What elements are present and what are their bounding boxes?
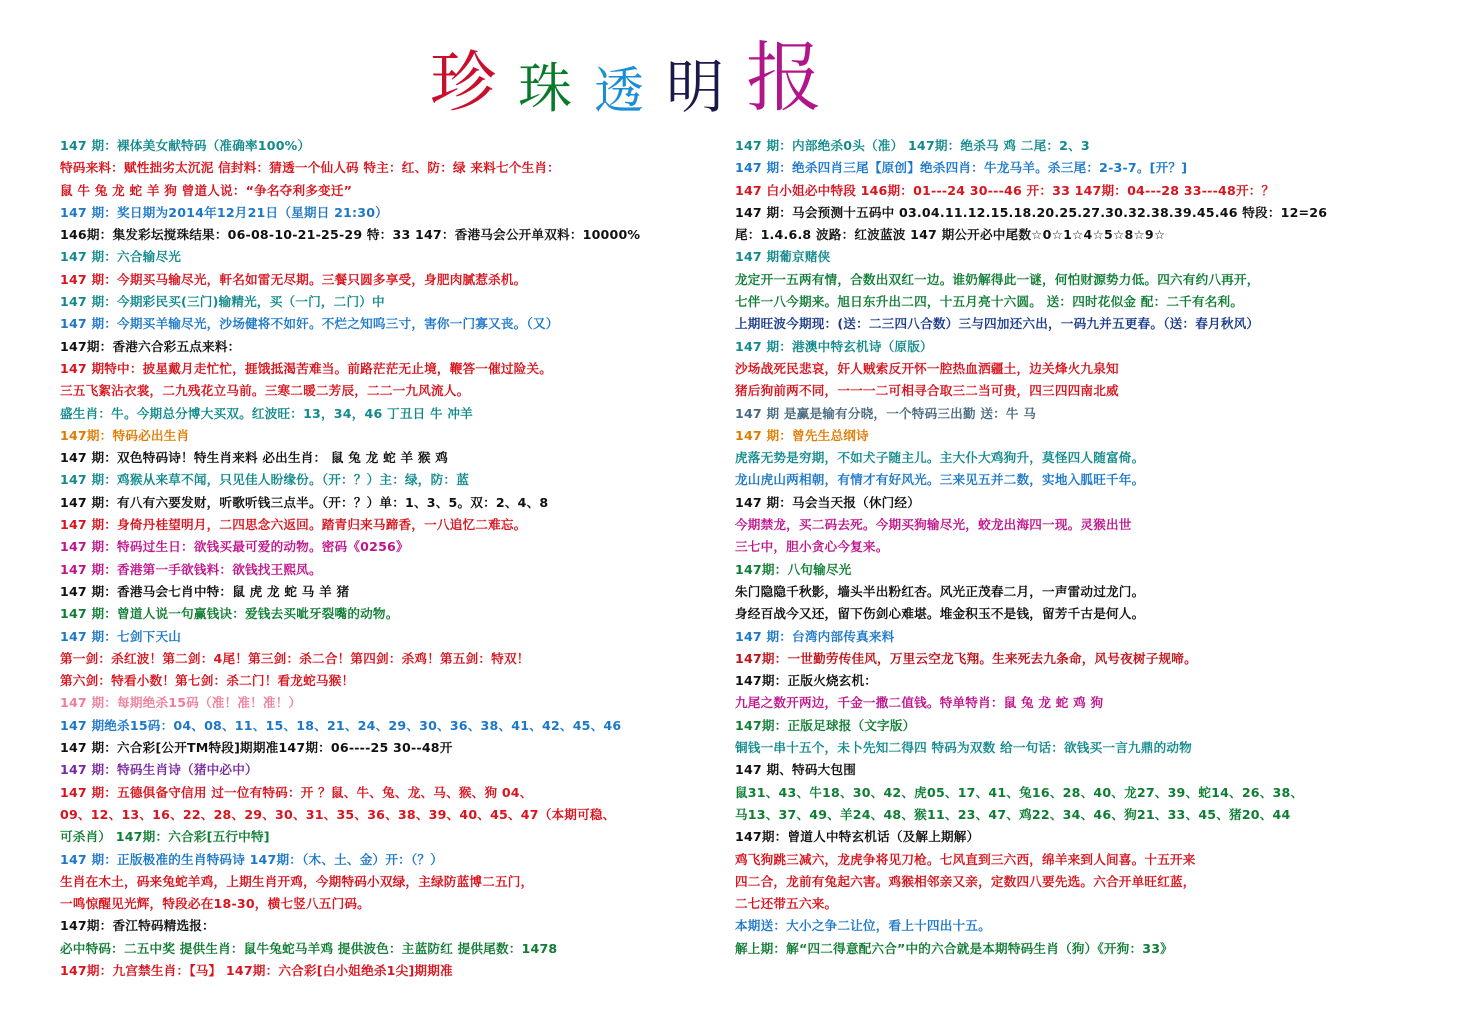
right-text-line: 147 期：曾先生总纲诗 [735,427,869,443]
left-text-line: 第六剑：特看小数！第七剑：杀二门！看龙蛇马猴！ [60,673,355,689]
left-text-line: 147 期：鸡猴从来草不闻，只见佳人盼缘份。（开：？）主：绿，防：蓝 [60,472,469,488]
title-char: 明 [666,53,725,121]
right-text-line: 身经百战今又还，留下伤剑心难堪。堆金积玉不是钱，留芳千古是何人。 [735,606,1145,622]
left-text-line: 147 期：六合彩[公开TM特段]期期准147期：06----25 30--48开 [60,740,453,756]
left-text-line: 147 期：特码过生日：欲钱买最可爱的动物。密码《0256》 [60,539,409,555]
right-text-line: 尾：1.4.6.8 波路：红波蓝波 147 期公开必中尾数☆0☆1☆4☆5☆8☆9☆ [735,227,1166,243]
right-text-line: 沙场战死民悲哀，奸人贼索反开怀一腔热血洒疆土，边关烽火九泉知 [735,360,1119,376]
left-text-line: 生肖在木土，码来兔蛇羊鸡，上期生肖开鸡，今期特码小双绿，主绿防蓝博二五门， [60,873,534,889]
title-char: 珍 [430,44,496,121]
right-text-line: 147 期、特码大包围 [735,762,857,778]
right-text-line: 今期禁龙，买二码去死。今期买狗输尽光，蛟龙出海四一现。灵猴出世 [735,517,1132,533]
right-text-line: 上期旺波今期现：(送：二三四八合数）三与四加还六出，一码九并五更春。（送：春月秋风） [735,316,1260,332]
left-text-line: 147期：特码必出生肖 [60,427,190,443]
left-text-line: 147 期：六合输尽光 [60,249,182,265]
right-text-line: 龙定开一五两有情，合数出双红一边。谁奶解得此一谜，何怕财源势力低。四六有约八再开， [735,271,1260,287]
left-text-line: 第一剑：杀红波！第二剑：4尾！第三剑：杀二合！第四剑：杀鸡！第五剑：特双！ [60,650,530,666]
title-char: 珠 [518,57,572,120]
left-text-line: 147 期：身倚丹桂望明月，二四思念六返回。踏青归来马蹄香，一八追忆二难忘。 [60,517,527,533]
right-text-line: 147期：正版足球报（文字版） [735,717,916,733]
right-text-line: 本期送：大小之争二让位，看上十四出十五。 [735,918,991,934]
right-text-line: 147 期：绝杀四肖三尾【原创】绝杀四肖：牛龙马羊。杀三尾：2-3-7。[开？] [735,160,1188,176]
left-text-line: 盛生肖：牛。今期总分博大买双。红波旺：13，34，46 丁丑日 牛 冲羊 [60,405,473,421]
right-text-line: 二七还带五六来。 [735,896,838,912]
left-text-line: 147 期：有八有六要发财，听歌听钱三点半。（开：？）单：1、3、5。双：2、4、8 [60,494,549,510]
left-text-line: 147 期：香港第一手欲钱料：欲钱找王熙凤。 [60,561,322,577]
left-text-line: 鼠 牛 兔 龙 蛇 羊 狗 曾道人说：“争名夺利多变迁” [60,182,353,198]
left-text-line: 147 期特中：披星戴月走忙忙，捱饿抵渴苦难当。前路茫茫无止境，鞭答一催过险关。 [60,360,553,376]
left-text-line: 146期：集发彩坛搅珠结果：06-08-10-21-25-29 特：33 147：香港马会公开单双料：10000% [60,227,641,243]
left-text-line: 147 期：裸体美女献特码（准确率100%） [60,138,311,153]
right-text-line: 三七中，胆小贪心今复来。 [735,539,889,555]
right-text-line: 四二合，龙前有兔起六害。鸡猴相邻亲又亲，定数四八要先选。六合开单旺红蓝， [735,873,1196,889]
right-text-line: 龙山虎山两相朝，有情才有好风光。三来见五并二数，实地入胍旺千年。 [735,472,1145,488]
right-text-line: 147 期：内部绝杀0头（准） 147期：绝杀马 鸡 二尾：2、3 [735,138,1090,153]
page-title [430,33,823,122]
right-column [735,135,1435,960]
right-text-line: 猪后狗前两不同，一一一二可相寻合取三二当可贵，四三四四南北威 [735,383,1119,399]
left-text-line: 147 期：奖日期为2014年12月21日（星期日 21:30） [60,204,388,220]
left-column [60,135,725,982]
right-text-line: 朱门隐隐千秋影，墙头半出粉红杏。风光正茂春二月，一声雷动过龙门。 [735,583,1145,599]
right-text-line: 解上期：解“四二得意配六合”中的六合就是本期特码生肖（狗）《开狗：33》 [735,940,1173,956]
title-char: 透 [594,62,644,120]
left-text-line: 一鸣惊醒见光辉，特段必在18-30，横七竖八五门码。 [60,896,370,912]
left-text-line: 147 期：曾道人说一句赢钱诀：爱钱去买呲牙裂嘴的动物。 [60,606,399,622]
left-text-line: 必中特码：二五中奖 提供生肖：鼠牛兔蛇马羊鸡 提供波色：主蓝防红 提供尾数：1478 [60,940,558,956]
right-text-line: 147期：一世勤劳传佳风，万里云空龙飞翔。生来死去九条命，风号夜树子规啼。 [735,650,1197,666]
left-text-line: 147期：香江特码精选报： [60,918,215,934]
left-text-line: 147 期：正版极准的生肖特码诗 147期：（木、土、金）开：（？） [60,851,443,867]
right-text-line: 九尾之数开两边，千金一撒二值钱。特单特肖：鼠 兔 龙 蛇 鸡 狗 [735,695,1104,711]
right-text-line: 鸡飞狗跳三减六，龙虎争将见刀枪。七风直到三六西，绵羊来到人间喜。十五开来 [735,851,1196,867]
left-text-line: 147期：香港六合彩五点来料： [60,338,241,354]
left-text-line: 147 期：香港马会七肖中特：鼠 虎 龙 蛇 马 羊 猪 [60,583,350,599]
right-text-line: 147 期：马会预测十五码中 03.04.11.12.15.18.20.25.27.30.32.38.39.45.46 特段：12=26 [735,204,1328,220]
right-text-line: 147期：曾道人中特玄机话（及解上期解） [735,829,980,845]
left-text-line: 三五飞絮沾衣裳，二九残花立马前。三寒二暖二芳辰，二二一九风流人。 [60,383,470,399]
right-text-line: 147 期：港澳中特玄机诗（原版） [735,338,933,354]
left-text-line: 147 期：今期买羊输尽光，沙场健将不如奸。不烂之知呜三寸，害你一门寡又丧。（又） [60,316,559,332]
right-text-line: 铜钱一串十五个，未卜先知二得四 特码为双数 给一句话：欲钱买一言九鼎的动物 [735,740,1192,756]
right-text-line: 147 期：马会当天报（休门经） [735,494,920,510]
right-text-line: 147 白小姐必中特段 146期：01---24 30---46 开：33 147期：04---28 33---48开：？ [735,182,1275,198]
right-text-line: 鼠31、43、牛18、30、42、虎05、17、41、兔16、28、40、龙27、39、蛇14、26、38、 [735,784,1304,800]
right-text-line: 147期：正版火烧玄机： [735,673,878,689]
right-text-line: 马13、37、49、羊24、48、猴11、23、47、鸡22、34、46、狗21、33、45、猪20、44 [735,806,1291,822]
right-text-line: 147 期：台湾内部传真来料 [735,628,895,644]
left-text-line: 147期：九宫禁生肖：【马】 147期：六合彩[白小姐绝杀1尖]期期准 [60,962,453,978]
title-char: 报 [746,33,823,122]
left-text-line: 147 期：每期绝杀15码（准！准！准！） [60,695,302,711]
right-text-line: 七伴一八今期来。旭日东升出二四，十五月亮十六圆。 送：四时花似金 配：二千有名利。 [735,294,1244,310]
left-text-line: 147 期：五德俱备守信用 过一位有特码：开 ？鼠、牛、兔、龙、马、猴、狗 04、 [60,784,533,800]
left-text-line: 09、12、13、16、22、28、29、30、31、35、36、38、39、40、45、47（本期可稳、 [60,806,616,822]
left-text-line: 147 期：七剑下天山 [60,628,182,644]
left-text-line: 147 期：双色特码诗！特生肖来料 必出生肖： 鼠 兔 龙 蛇 羊 猴 鸡 [60,450,448,466]
right-text-line: 147 期 是赢是输有分晓，一个特码三出勤 送：牛 马 [735,405,1037,421]
left-text-line: 147 期：今期买马输尽光，軒名如雷无尽期。三餐只圆多享受，身肥肉腻惹杀机。 [60,271,527,287]
right-text-line: 147期：八句输尽光 [735,561,852,577]
right-text-line: 147 期葡京赌侠 [735,249,831,265]
right-text-line: 虎落无势是穷期，不如犬子随主儿。主大仆大鸡狗升，莫怪四人随富倚。 [735,450,1145,466]
left-text-line: 147 期：特码生肖诗（猪中必中） [60,762,258,778]
left-text-line: 特码来料：赋性拙劣太沉泥 信封料：猜透一个仙人码 特主：红、防：绿 来料七个生肖： [60,160,560,176]
left-text-line: 可杀肖） 147期：六合彩[五行中特] [60,829,270,845]
left-text-line: 147 期绝杀15码：04、08、11、15、18、21、24、29、30、36、38、41、42、45、46 [60,717,622,733]
left-text-line: 147 期：今期彩民买(三门)输精光，买（一门，二门）中 [60,294,385,310]
